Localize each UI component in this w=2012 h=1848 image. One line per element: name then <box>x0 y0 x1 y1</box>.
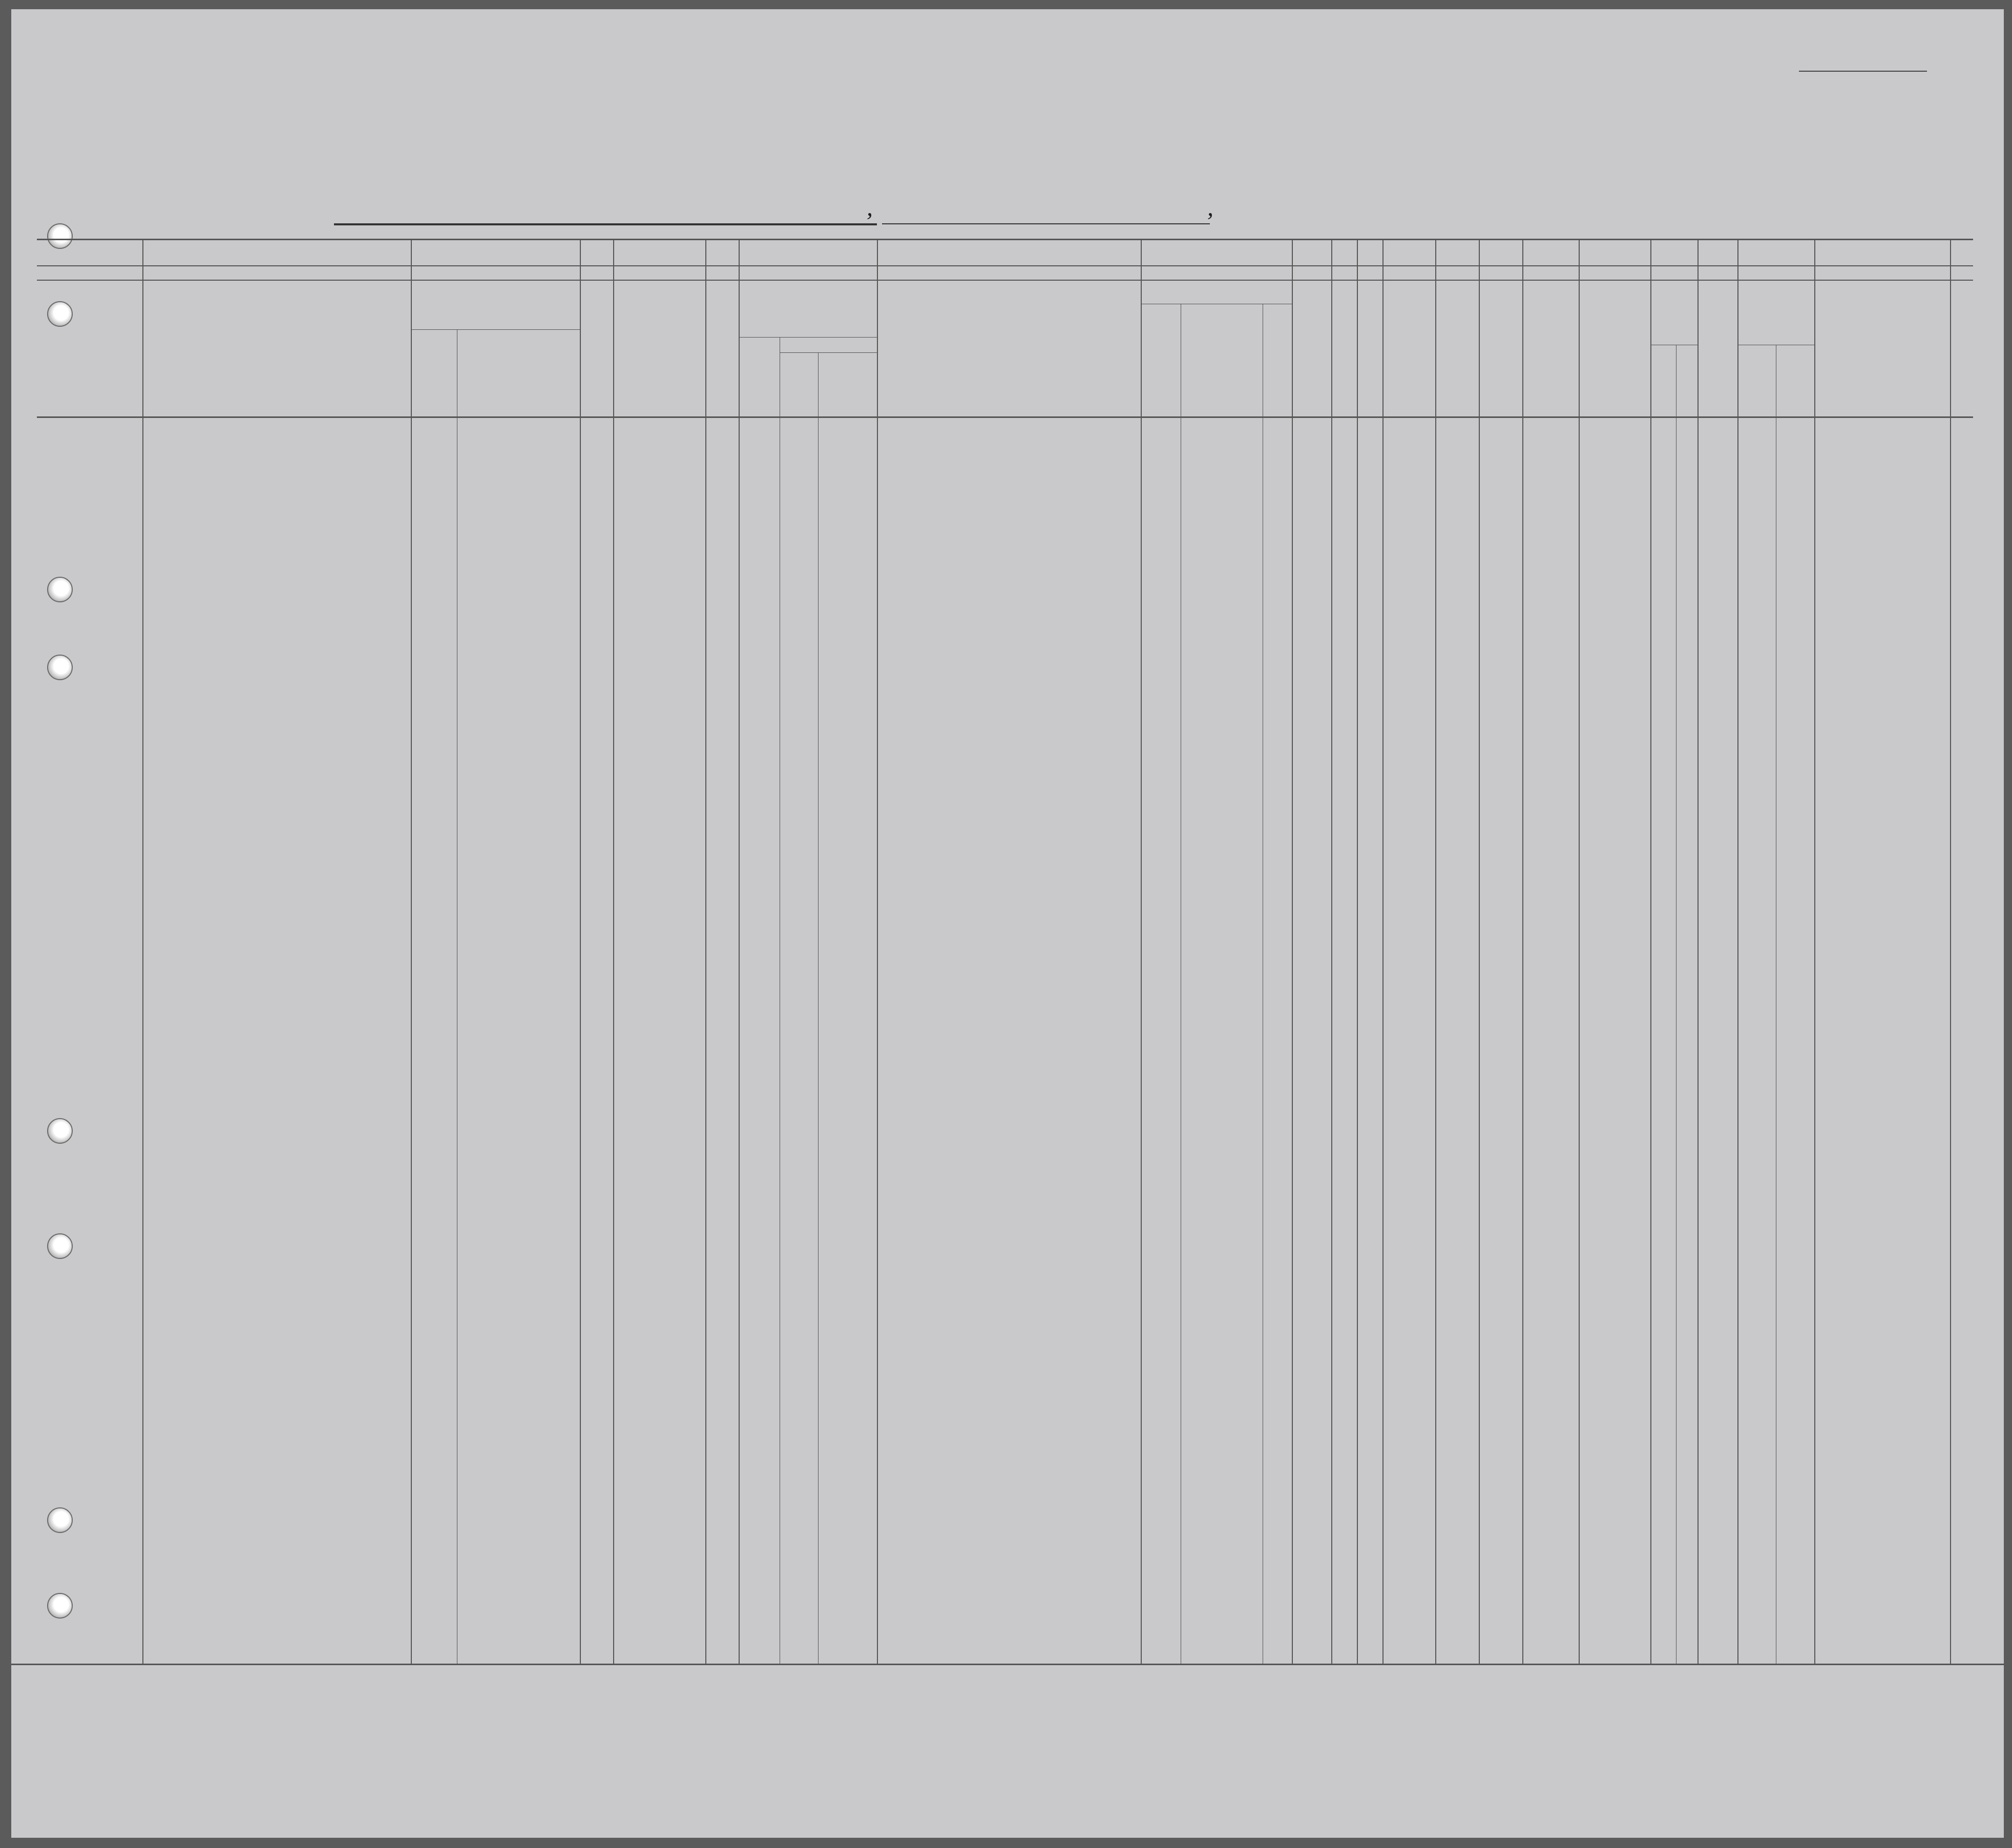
col-divider <box>1650 239 1651 1664</box>
col-divider <box>1357 239 1358 1664</box>
table-bottom-border <box>11 1664 2004 1665</box>
col-divider <box>705 239 706 1664</box>
col-divider <box>818 352 819 1664</box>
port-underline <box>334 223 877 225</box>
col-divider <box>1382 239 1384 1664</box>
date-underline <box>882 223 1210 224</box>
col-divider <box>411 239 412 1664</box>
list-underline <box>1799 71 1927 72</box>
binder-hole <box>47 1507 73 1533</box>
col-divider <box>142 239 143 1664</box>
binder-hole <box>47 1118 73 1144</box>
subheader-line <box>739 337 877 338</box>
comma: , <box>1207 194 1213 221</box>
col-divider <box>580 239 581 1664</box>
col-divider <box>1292 239 1293 1664</box>
col-divider <box>1737 239 1738 1664</box>
col-divider <box>1479 239 1480 1664</box>
binder-hole <box>47 577 73 602</box>
col-divider <box>1522 239 1523 1664</box>
header-top-border <box>37 280 1973 281</box>
binder-hole <box>47 1593 73 1619</box>
col-divider <box>1331 239 1332 1664</box>
header-bottom-border <box>37 416 1973 418</box>
subheader-line <box>411 329 580 330</box>
comma: , <box>867 194 873 221</box>
binder-hole <box>47 1233 73 1259</box>
col-divider <box>1697 239 1699 1664</box>
binder-hole <box>47 655 73 680</box>
col-divider <box>877 239 878 1664</box>
table-top-border <box>37 239 1973 240</box>
col-divider <box>739 239 740 1664</box>
col-divider <box>1950 239 1951 1664</box>
number-row-border <box>37 265 1973 266</box>
binder-hole <box>47 301 73 327</box>
col-divider <box>1435 239 1436 1664</box>
col-divider <box>1814 239 1815 1664</box>
subheader-line <box>780 352 877 353</box>
col-divider <box>613 239 614 1664</box>
manifest-sheet <box>11 9 2004 1838</box>
binder-hole <box>47 223 73 249</box>
col-divider <box>1579 239 1580 1664</box>
col-divider <box>1141 239 1142 1664</box>
